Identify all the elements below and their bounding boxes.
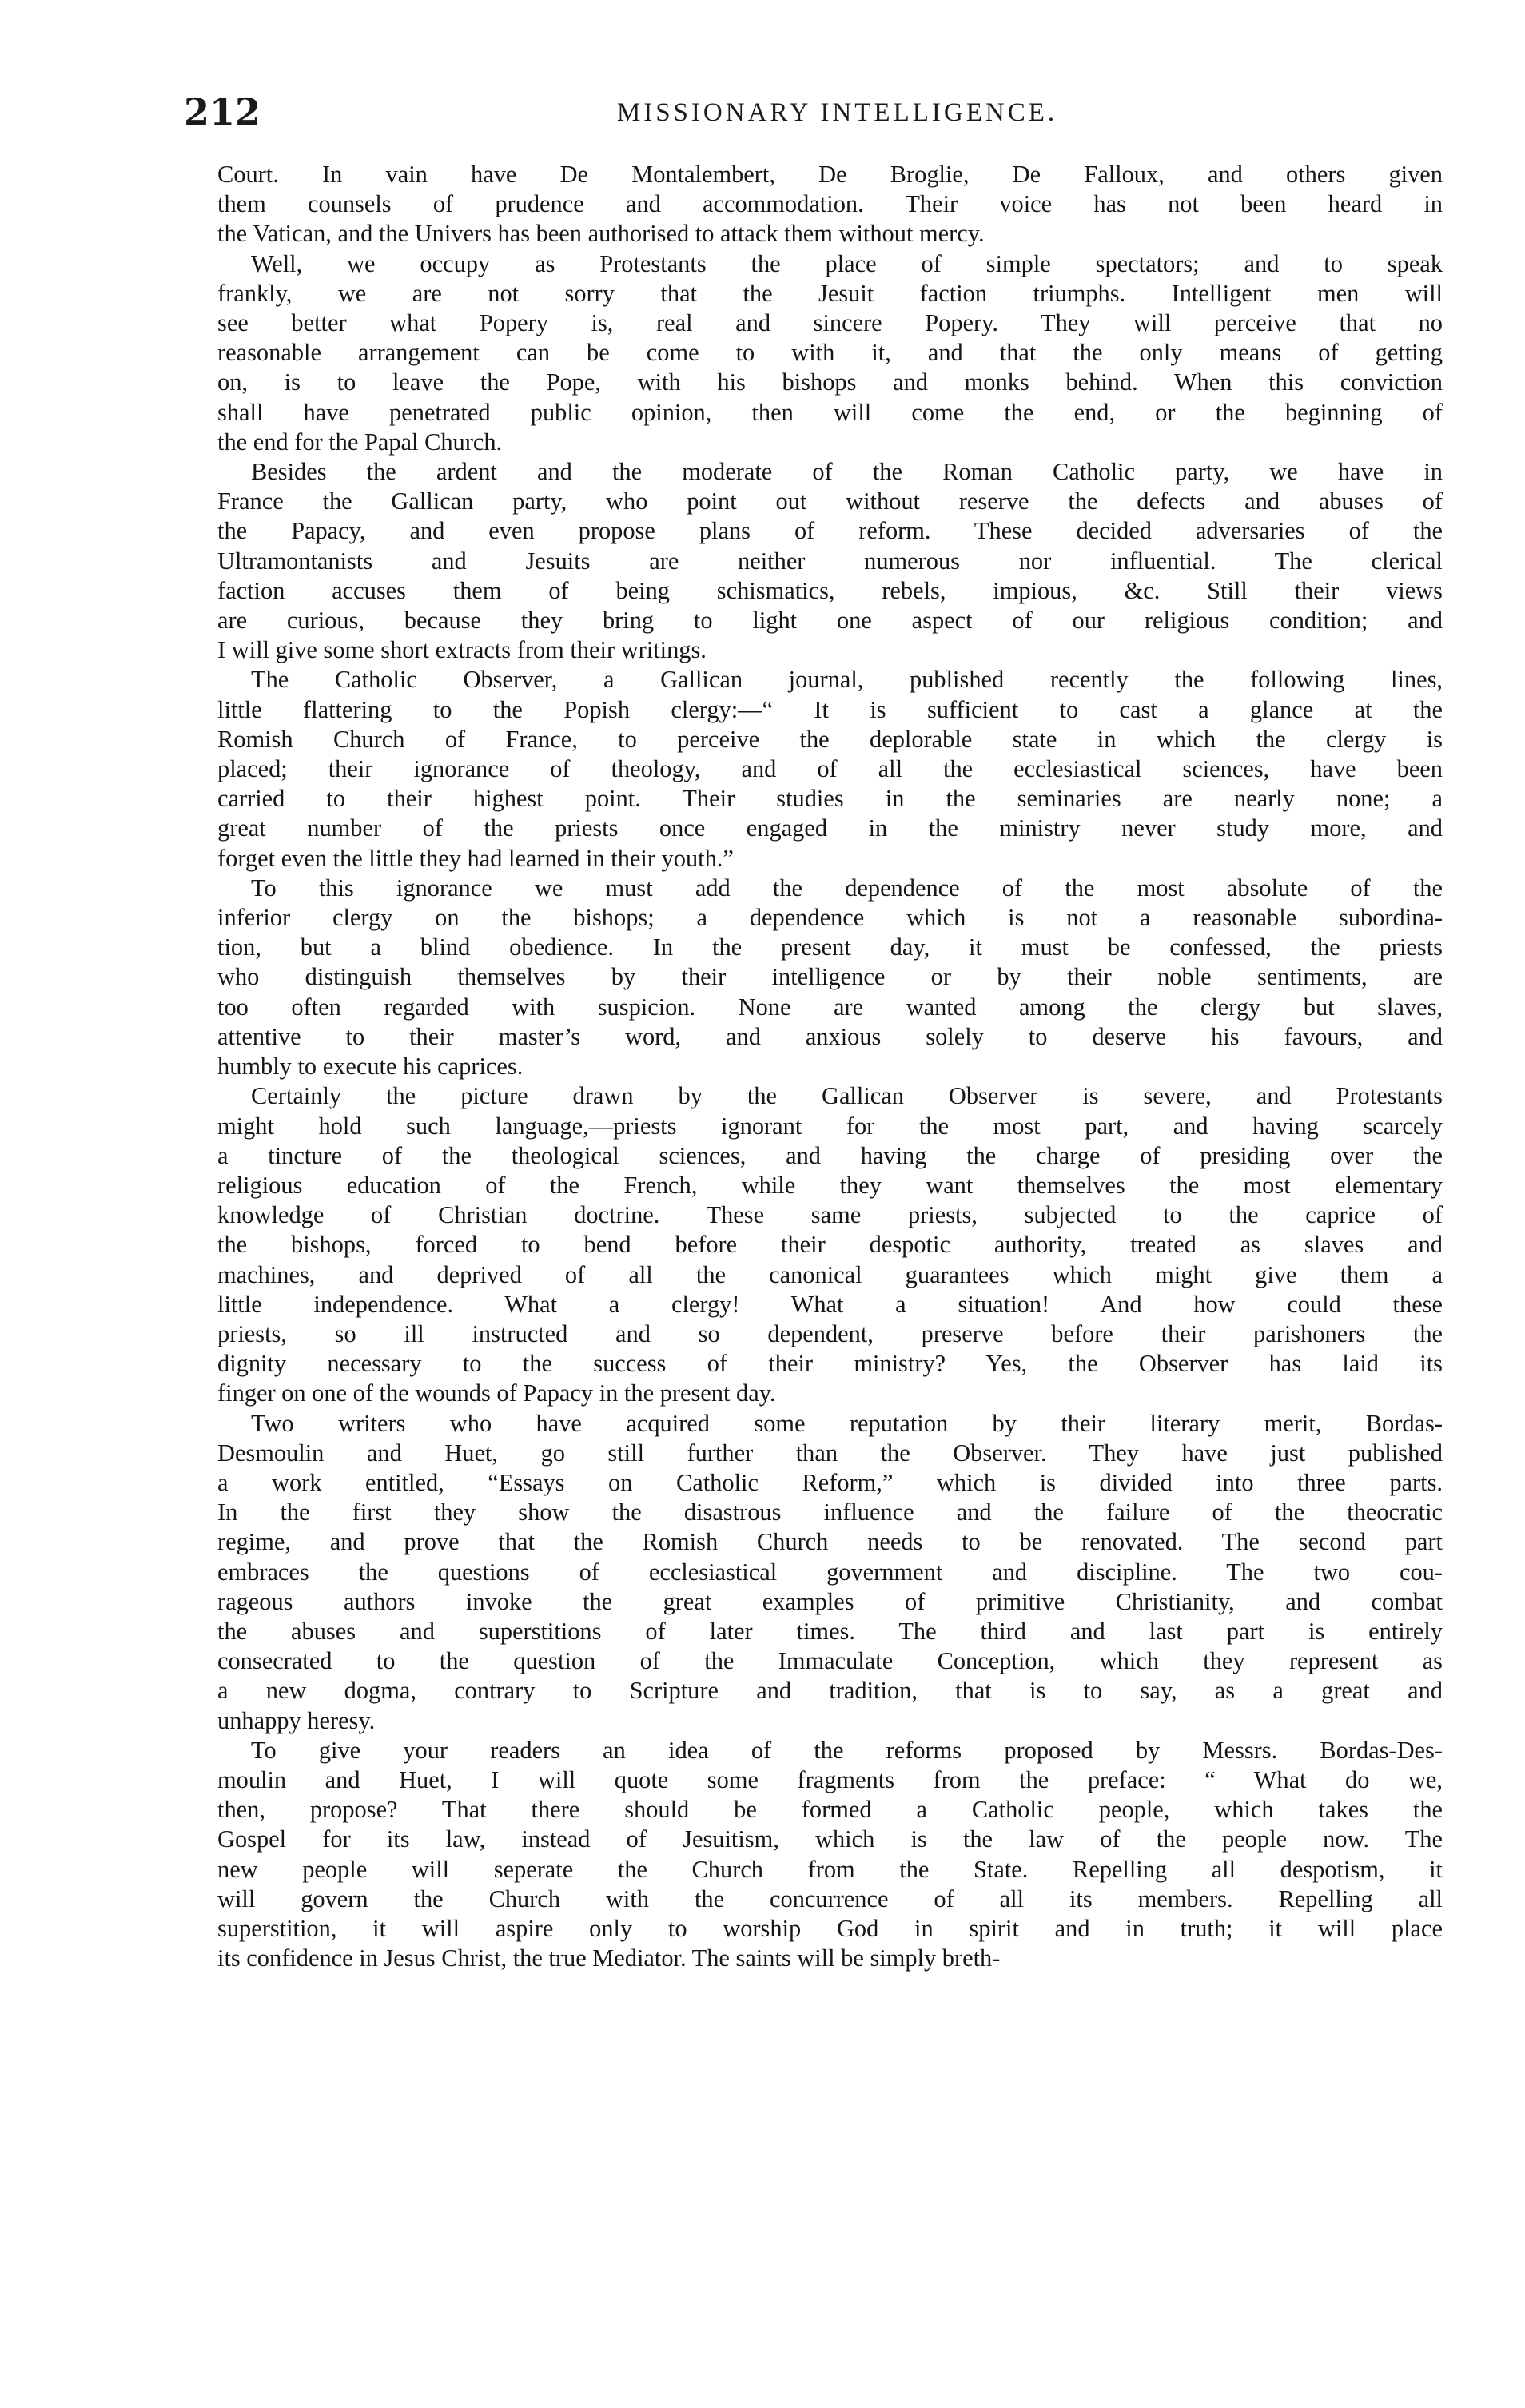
text-line: Ultramontanists and Jesuits are neither numerous nor influential. The clerical: [217, 547, 1443, 575]
text-line: then, propose? That there should be formed a Catholic people, which takes the: [217, 1796, 1443, 1824]
text-line: forget even the little they had learned in their youth.”: [217, 844, 734, 872]
text-line: its confidence in Jesus Christ, the true Mediator. The saints will be simply breth-: [217, 1944, 1001, 1972]
text-line: the abuses and superstitions of later times. The third and last part is entirely: [217, 1617, 1443, 1645]
paragraph: [184, 249, 1443, 457]
text-line: To give your readers an idea of the reforms proposed by Messrs. Bordas-Des-: [251, 1736, 1443, 1764]
text-line: are curious, because they bring to light one aspect of our religious condition; and: [217, 607, 1443, 635]
text-line: might hold such language,—priests ignorant for the most part, and having scarcely: [217, 1112, 1443, 1140]
text-line: superstition, it will aspire only to worship God in spirit and in truth; it will place: [217, 1914, 1443, 1942]
text-line: carried to their highest point. Their studies in the seminaries are nearly none; a: [217, 785, 1443, 813]
text-line: the bishops, forced to bend before their despotic authority, treated as slaves and: [217, 1231, 1443, 1259]
text-line: religious education of the French, while they want themselves the most elementary: [217, 1171, 1443, 1199]
text-line: I will give some short extracts from their writings.: [217, 636, 707, 664]
text-line: tion, but a blind obedience. In the present day, it must be confessed, the priests: [217, 933, 1443, 961]
text-line: rageous authors invoke the great examples of primitive Christianity, and combat: [217, 1587, 1443, 1615]
text-line: knowledge of Christian doctrine. These same priests, subjected to the caprice of: [217, 1201, 1443, 1229]
text-line: regime, and prove that the Romish Church needs to be renovated. The second part: [217, 1528, 1443, 1556]
text-line: great number of the priests once engaged in the ministry never study more, and: [217, 814, 1443, 842]
text-line: Well, we occupy as Protestants the place of simple spectators; and to speak: [251, 249, 1443, 277]
text-line: the end for the Papal Church.: [217, 428, 503, 456]
text-line: on, is to leave the Pope, with his bishops and monks behind. When this conviction: [217, 368, 1443, 396]
text-line: humbly to execute his caprices.: [217, 1053, 524, 1081]
text-line: finger on one of the wounds of Papacy in the present day.: [217, 1379, 776, 1407]
text-line: France the Gallican party, who point out without reserve the defects and abuses of: [217, 488, 1443, 515]
paragraph: [184, 160, 1443, 249]
text-line: faction accuses them of being schismatics, rebels, impious, &c. Still their views: [217, 576, 1443, 604]
paragraph: [184, 457, 1443, 665]
text-line: Two writers who have acquired some reputation by their literary merit, Bordas-: [251, 1409, 1443, 1437]
text-line: In the first they show the disastrous influence and the failure of the theocratic: [217, 1499, 1443, 1526]
text-line: placed; their ignorance of theology, and of all the ecclesiastical sciences, have been: [217, 755, 1443, 783]
text-line: a new dogma, contrary to Scripture and tradition, that is to say, as a great and: [217, 1677, 1443, 1705]
text-line: a tincture of the theological sciences, and having the charge of presiding over the: [217, 1141, 1443, 1169]
text-line: too often regarded with suspicion. None are wanted among the clergy but slaves,: [217, 993, 1443, 1021]
text-line: Desmoulin and Huet, go still further than the Observer. They have just published: [217, 1439, 1443, 1467]
text-line: a work entitled, “Essays on Catholic Reform,” which is divided into three parts.: [217, 1468, 1443, 1496]
text-line: unhappy heresy.: [217, 1706, 376, 1734]
text-line: reasonable arrangement can be come to with it, and that the only means of getting: [217, 339, 1443, 367]
text-line: dignity necessary to the success of their ministry? Yes, the Observer has laid its: [217, 1350, 1443, 1378]
text-line: machines, and deprived of all the canonical guarantees which might give them a: [217, 1260, 1443, 1288]
text-line: inferior clergy on the bishops; a dependence which is not a reasonable subordina-: [217, 904, 1443, 932]
paragraph: [184, 874, 1443, 1081]
text-line: priests, so ill instructed and so dependent, preserve before their parishoners the: [217, 1319, 1443, 1347]
text-line: new people will seperate the Church from the State. Repelling all despotism, it: [217, 1855, 1443, 1883]
text-line: the Papacy, and even propose plans of reform. These decided adversaries of the: [217, 517, 1443, 545]
text-line: frankly, we are not sorry that the Jesuit faction triumphs. Intelligent men will: [217, 279, 1443, 307]
paragraph: [184, 665, 1443, 873]
page-header: [184, 88, 1443, 152]
text-line: Gospel for its law, instead of Jesuitism, which is the law of the people now. The: [217, 1825, 1443, 1853]
text-line: embraces the questions of ecclesiastical government and discipline. The two cou-: [217, 1558, 1443, 1586]
text-line: Romish Church of France, to perceive the deplorable state in which the clergy is: [217, 725, 1443, 753]
text-line: who distinguish themselves by their intelligence or by their noble sentiments, are: [217, 963, 1443, 991]
text-line: little flattering to the Popish clergy:—“ It is sufficient to cast a glance at the: [217, 695, 1443, 723]
running-head: MISSIONARY INTELLIGENCE.: [616, 98, 1058, 127]
paragraph: [184, 1736, 1443, 1974]
paragraph: [184, 1081, 1443, 1408]
text-line: Certainly the picture drawn by the Gallican Observer is severe, and Protestants: [251, 1082, 1443, 1110]
text-line: will govern the Church with the concurrence of all its members. Repelling all: [217, 1885, 1443, 1912]
text-line: the Vatican, and the Univers has been authorised to attack them without mercy.: [217, 220, 985, 248]
text-line: attentive to their master’s word, and anxious solely to deserve his favours, and: [217, 1022, 1443, 1050]
text-line: To this ignorance we must add the dependence of the most absolute of the: [251, 874, 1443, 902]
text-line: moulin and Huet, I will quote some fragments from the preface: “ What do we,: [217, 1765, 1443, 1793]
page-number: 212: [184, 90, 261, 133]
text-line: them counsels of prudence and accommodation. Their voice has not been heard in: [217, 190, 1443, 218]
paragraph: [184, 1409, 1443, 1736]
text-line: little independence. What a clergy! What a situation! And how could these: [217, 1290, 1443, 1318]
text-line: Besides the ardent and the moderate of the Roman Catholic party, we have in: [251, 458, 1443, 486]
text-line: shall have penetrated public opinion, then will come the end, or the beginning of: [217, 398, 1443, 426]
text-line: see better what Popery is, real and sincere Popery. They will perceive that no: [217, 309, 1443, 337]
text-line: Court. In vain have De Montalembert, De Broglie, De Falloux, and others given: [217, 161, 1443, 188]
body-text: [184, 160, 1443, 1973]
text-line: The Catholic Observer, a Gallican journal, published recently the following lines,: [251, 666, 1443, 694]
text-line: consecrated to the question of the Immaculate Conception, which they represent as: [217, 1647, 1443, 1675]
